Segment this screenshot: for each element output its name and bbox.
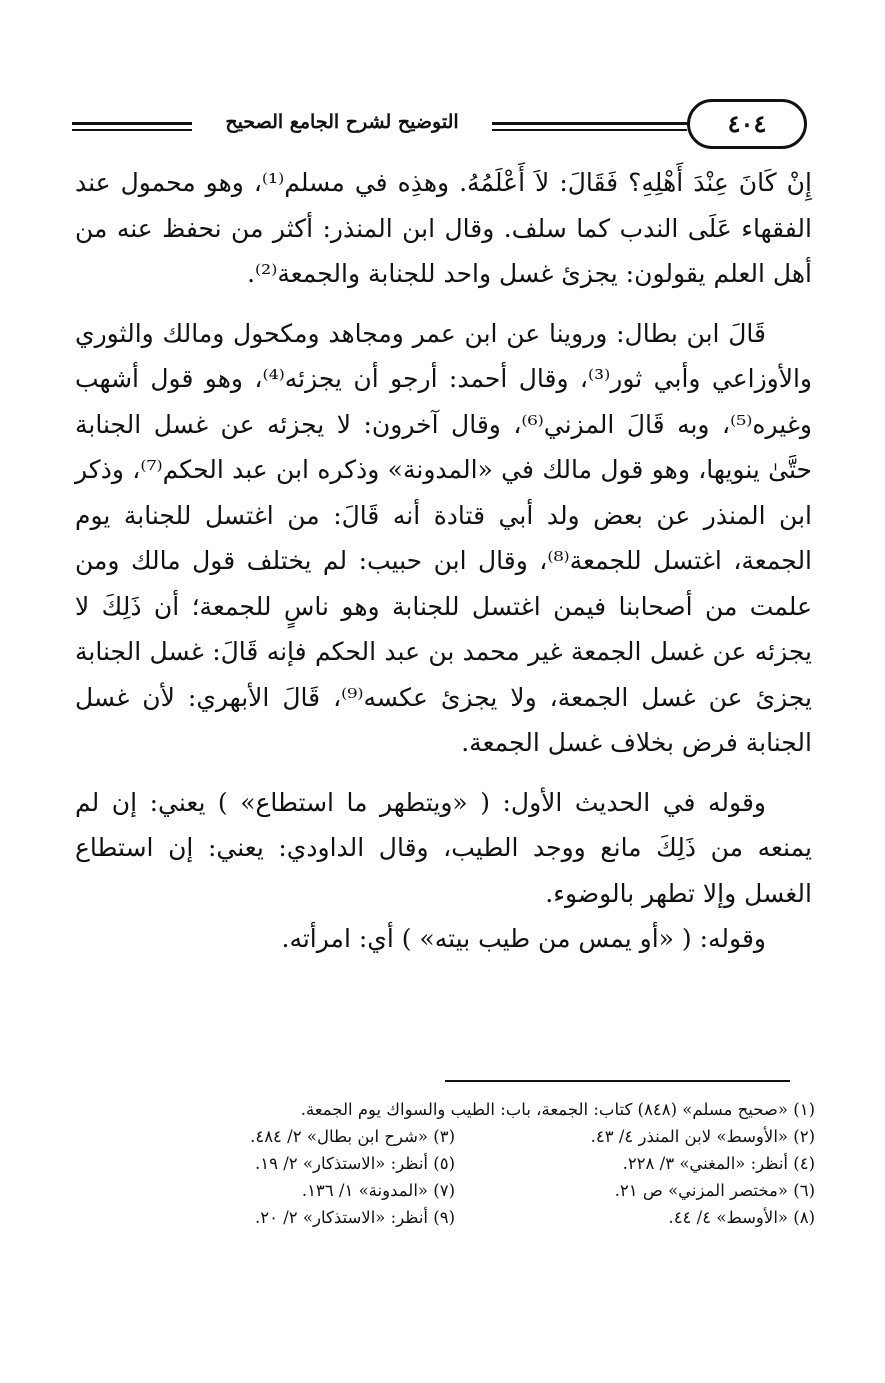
- header-rule-left-top: [72, 122, 192, 125]
- header-rule-mid-top: [492, 122, 687, 125]
- footnote-9: (٩) أنظر: «الاستذكار» ٢/ ٢٠.: [254, 1208, 455, 1227]
- main-text: [75, 160, 812, 962]
- paragraph-1: إِنْ كَانَ عِنْدَ أَهْلِهِ؟ فَقَالَ: لاَ أَعْلَمُهُ. وهذِه في مسلم⁽¹⁾، وهو محمول عند الفقهاء عَلَى الندب كما سلف. وقال ابن المنذر: أكثر من نحفظ عنه من أهل العلم يقولون: يجزئ غسل واحد للجنابة والجمعة⁽²⁾.: [75, 168, 812, 288]
- footnote-row: [95, 1177, 815, 1204]
- footnote-separator: [445, 1080, 790, 1082]
- footnote-7: (٧) «المدونة» ١/ ١٣٦.: [301, 1181, 455, 1200]
- footnote-row: [95, 1150, 815, 1177]
- footnote-4: (٤) أنظر: «المغني» ٣/ ٢٢٨.: [622, 1154, 815, 1173]
- running-title: التوضيح لشرح الجامع الصحيح: [225, 111, 459, 133]
- page-number: ٤٠٤: [687, 99, 807, 149]
- header-rule-mid-bottom: [492, 129, 687, 131]
- footnote-row: [95, 1123, 815, 1150]
- footnote-row: [95, 1204, 815, 1231]
- footnote-6: (٦) «مختصر المزني» ص ٢١.: [614, 1181, 815, 1200]
- header-rule-left-bottom: [72, 129, 192, 131]
- paragraph-2: قَالَ ابن بطال: وروينا عن ابن عمر ومجاهد ومكحول ومالك والثوري والأوزاعي وأبي ثور⁽³⁾، وقال أحمد: أرجو أن يجزئه⁽⁴⁾، وهو قول أشهب وغيره⁽⁵⁾، وبه قَالَ المزني⁽⁶⁾، وقال آخرون: لا يجزئه عن غسل الجنابة حتَّىٰ ينويها، وهو قول مالك في «المدونة» وذكره ابن عبد الحكم⁽⁷⁾، وذكر ابن المنذر عن بعض ولد أبي قتادة أنه قَالَ: من اغتسل للجنابة يوم الجمعة، اغتسل للجمعة⁽⁸⁾، وقال ابن حبيب: لم يختلف قول مالك ومن علمت من أصحابنا فيمن اغتسل للجنابة وهو ناسٍ للجمعة؛ أن ذَلِكَ لا يجزئه عن غسل الجمعة غير محمد بن عبد الحكم فإنه قَالَ: غسل الجنابة يجزئ عن غسل الجمعة، ولا يجزئ عكسه⁽⁹⁾، قَالَ الأبهري: لأن غسل الجنابة فرض بخلاف غسل الجمعة.: [75, 318, 813, 757]
- paragraph-3: وقوله في الحديث الأول: ( «ويتطهر ما استطاع» ) يعني: إن لم يمنعه من ذَلِكَ مانع ووجد الطيب، وقال الداودي: يعني: إن استطاع الغسل وإلا تطهر بالوضوء.: [75, 787, 812, 908]
- footnote-8: (٨) «الأوسط» ٤/ ٤٤.: [668, 1208, 815, 1227]
- footnote-5: (٥) أنظر: «الاستذكار» ٢/ ١٩.: [254, 1154, 455, 1173]
- footnote-1: (١) «صحيح مسلم» (٨٤٨) كتاب: الجمعة، باب: الطيب والسواك يوم الجمعة.: [300, 1100, 815, 1119]
- running-header: [72, 95, 812, 155]
- footnote-row: [95, 1096, 815, 1123]
- footnotes: [95, 1096, 815, 1231]
- footnote-2: (٢) «الأوسط» لابن المنذر ٤/ ٤٣.: [590, 1127, 815, 1146]
- paragraph-4: وقوله: ( «أو يمس من طيب بيته» ) أي: امرأته.: [281, 924, 766, 953]
- footnote-3: (٣) «شرح ابن بطال» ٢/ ٤٨٤.: [250, 1127, 455, 1146]
